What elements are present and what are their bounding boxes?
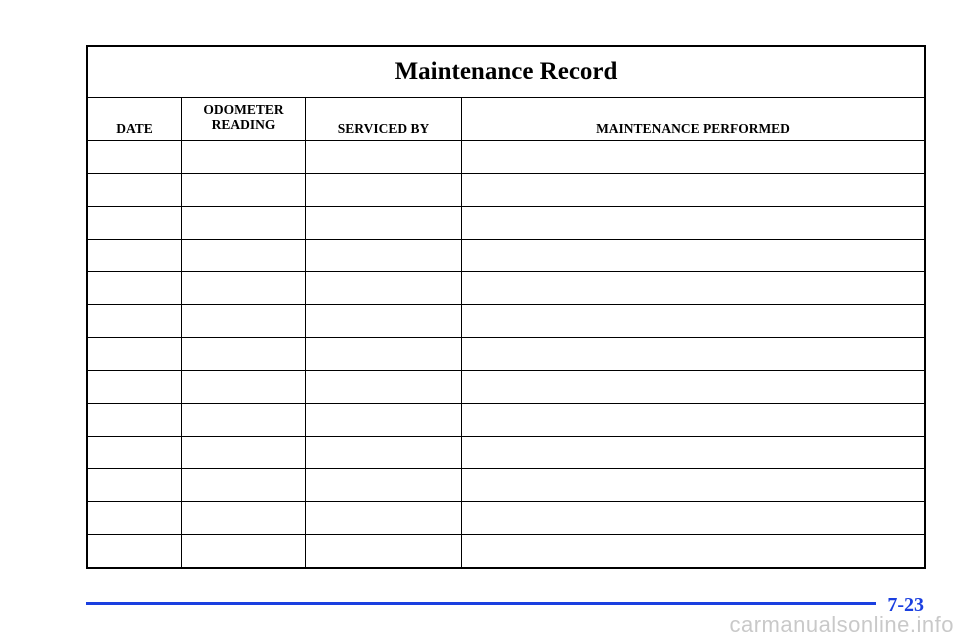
serviced-by-cell [306,207,462,239]
maintenance-cell [462,502,924,534]
maintenance-cell [462,141,924,173]
table-row [88,272,924,305]
header-odometer-line2: READING [211,117,276,132]
maintenance-cell [462,371,924,403]
serviced-by-cell [306,305,462,337]
date-cell [88,240,182,272]
table-row [88,535,924,567]
date-cell [88,437,182,469]
maintenance-cell [462,404,924,436]
table-row [88,502,924,535]
footer-rule [86,602,876,605]
maintenance-cell [462,174,924,206]
odometer-cell [182,469,306,501]
page-number: 7-23 [887,594,924,616]
serviced-by-cell [306,404,462,436]
table-header-row [88,98,924,141]
serviced-by-cell [306,371,462,403]
odometer-cell [182,305,306,337]
odometer-cell [182,240,306,272]
date-cell [88,141,182,173]
header-date: DATE [88,98,182,140]
serviced-by-cell [306,437,462,469]
date-cell [88,207,182,239]
date-cell [88,404,182,436]
odometer-cell [182,371,306,403]
date-cell [88,502,182,534]
odometer-cell [182,272,306,304]
maintenance-cell [462,338,924,370]
table-title: Maintenance Record [88,47,924,98]
date-cell [88,272,182,304]
maintenance-cell [462,535,924,567]
odometer-cell [182,437,306,469]
date-cell [88,305,182,337]
date-cell [88,469,182,501]
serviced-by-cell [306,240,462,272]
date-cell [88,174,182,206]
table-row [88,404,924,437]
serviced-by-cell [306,174,462,206]
header-odometer-reading [182,98,306,140]
maintenance-cell [462,469,924,501]
odometer-cell [182,174,306,206]
table-row [88,305,924,338]
maintenance-cell [462,240,924,272]
maintenance-cell [462,305,924,337]
table-body [88,141,924,567]
odometer-cell [182,338,306,370]
serviced-by-cell [306,141,462,173]
table-row [88,371,924,404]
table-row [88,240,924,273]
serviced-by-cell [306,338,462,370]
watermark: carmanualsonline.info [729,612,954,637]
table-row [88,141,924,174]
date-cell [88,338,182,370]
odometer-cell [182,404,306,436]
maintenance-record-table [86,45,926,569]
date-cell [88,535,182,567]
maintenance-cell [462,207,924,239]
table-row [88,338,924,371]
header-serviced-by: SERVICED BY [306,98,462,140]
odometer-cell [182,207,306,239]
table-row [88,437,924,470]
table-row [88,207,924,240]
serviced-by-cell [306,502,462,534]
odometer-cell [182,502,306,534]
header-odometer-line1: ODOMETER [203,102,284,117]
serviced-by-cell [306,272,462,304]
date-cell [88,371,182,403]
serviced-by-cell [306,535,462,567]
header-maintenance-performed: MAINTENANCE PERFORMED [596,121,790,136]
maintenance-cell [462,272,924,304]
maintenance-cell [462,437,924,469]
table-row [88,174,924,207]
serviced-by-cell [306,469,462,501]
table-row [88,469,924,502]
odometer-cell [182,141,306,173]
odometer-cell [182,535,306,567]
